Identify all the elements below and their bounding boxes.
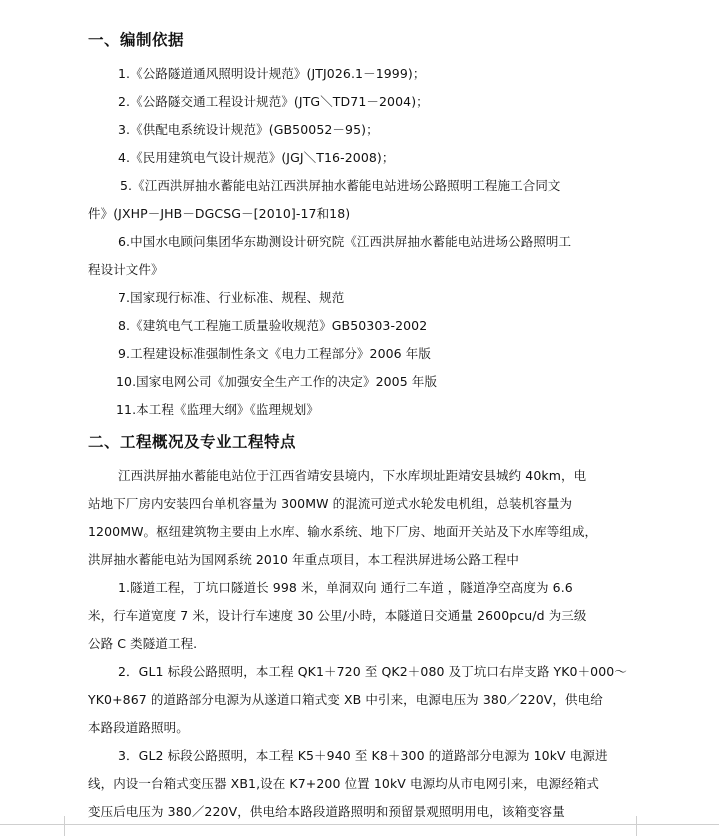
list-item: 3.《供配电系统设计规范》(GB50052－95)； (118, 122, 379, 137)
paragraph-line: 2．GL1 标段公路照明，本工程 QK1＋720 至 QK2＋080 及丁坑口右岸支路 YK0＋000～ (118, 664, 627, 679)
paragraph-line: 1.隧道工程，丁坑口隧道长 998 米，单洞双向 通行二车道 ，隧道净空高度为 6.6 (118, 580, 573, 595)
page-edge-bottom (0, 824, 719, 825)
list-item: 4.《民用建筑电气设计规范》(JGJ＼T16-2008)； (118, 150, 395, 165)
list-item: 6.中国水电顾问集团华东勘测设计研究院《江西洪屏抽水蓄能电站进场公路照明工 (118, 234, 572, 249)
page-edge-left (64, 816, 65, 836)
section-heading-2: 二、工程概况及专业工程特点 (88, 432, 297, 451)
list-item: 8.《建筑电气工程施工质量验收规范》GB50303-2002 (118, 318, 428, 333)
paragraph-line: 江西洪屏抽水蓄能电站位于江西省靖安县境内，下水库坝址距靖安县城约 40km，电 (118, 468, 587, 483)
paragraph-line: 米，行车道宽度 7 米，设计行车速度 30 公里/小時，本隧道日交通量 2600pcu/d 为三级 (88, 608, 587, 623)
list-item: 1.《公路隧道通风照明设计规范》(JTJ026.1－1999)； (118, 66, 426, 81)
page-edge-right (636, 816, 637, 836)
paragraph-line: 公路 C 类隧道工程. (88, 636, 198, 651)
list-item-continuation: 程设计文件》 (88, 262, 164, 277)
list-item: 5.《江西洪屏抽水蓄能电站江西洪屏抽水蓄能电站进场公路照明工程施工合同文 (120, 178, 561, 193)
list-item: 11.本工程《监理大纲》《监理规划》 (116, 402, 319, 417)
list-item: 9.工程建设标准强制性条文《电力工程部分》2006 年版 (118, 346, 432, 361)
paragraph-line: 洪屏抽水蓄能电站为国网系统 2010 年重点项目，本工程洪屏进场公路工程中 (88, 552, 519, 567)
paragraph-line: 本路段道路照明。 (88, 720, 189, 735)
section-heading-1: 一、编制依据 (88, 30, 185, 49)
list-item-continuation: 件》(JXHP－JHB－DGCSG－[2010]-17和18) (88, 206, 351, 221)
list-item: 7.国家现行标准、行业标准、规程、规范 (118, 290, 345, 305)
paragraph-line: 1200MW。枢纽建筑物主要由上水库、输水系统、地下厂房、地面开关站及下水库等组成， (88, 524, 598, 539)
paragraph-line: 线，内设一台箱式变压器 XB1,设在 K7+200 位置 10kV 电源均从市电网引来，电源经箱式 (88, 776, 600, 791)
paragraph-line: YK0+867 的道路部分电源为从遂道口箱式变 XB 中引来，电源电压为 380／220V，供电给 (88, 692, 603, 707)
paragraph-line: 站地下厂房内安装四台单机容量为 300MW 的混流可逆式水轮发电机组，总装机容量为 (88, 496, 573, 511)
list-item: 2.《公路隧交通工程设计规范》(JTG＼TD71－2004)； (118, 94, 429, 109)
paragraph-line: 变压后电压为 380／220V，供电给本路段道路照明和预留景观照明用电，该箱变容量 (88, 804, 565, 819)
list-item: 10.国家电网公司《加强安全生产工作的决定》2005 年版 (116, 374, 438, 389)
paragraph-line: 3．GL2 标段公路照明，本工程 K5＋940 至 K8＋300 的道路部分电源为 10kV 电源进 (118, 748, 608, 763)
